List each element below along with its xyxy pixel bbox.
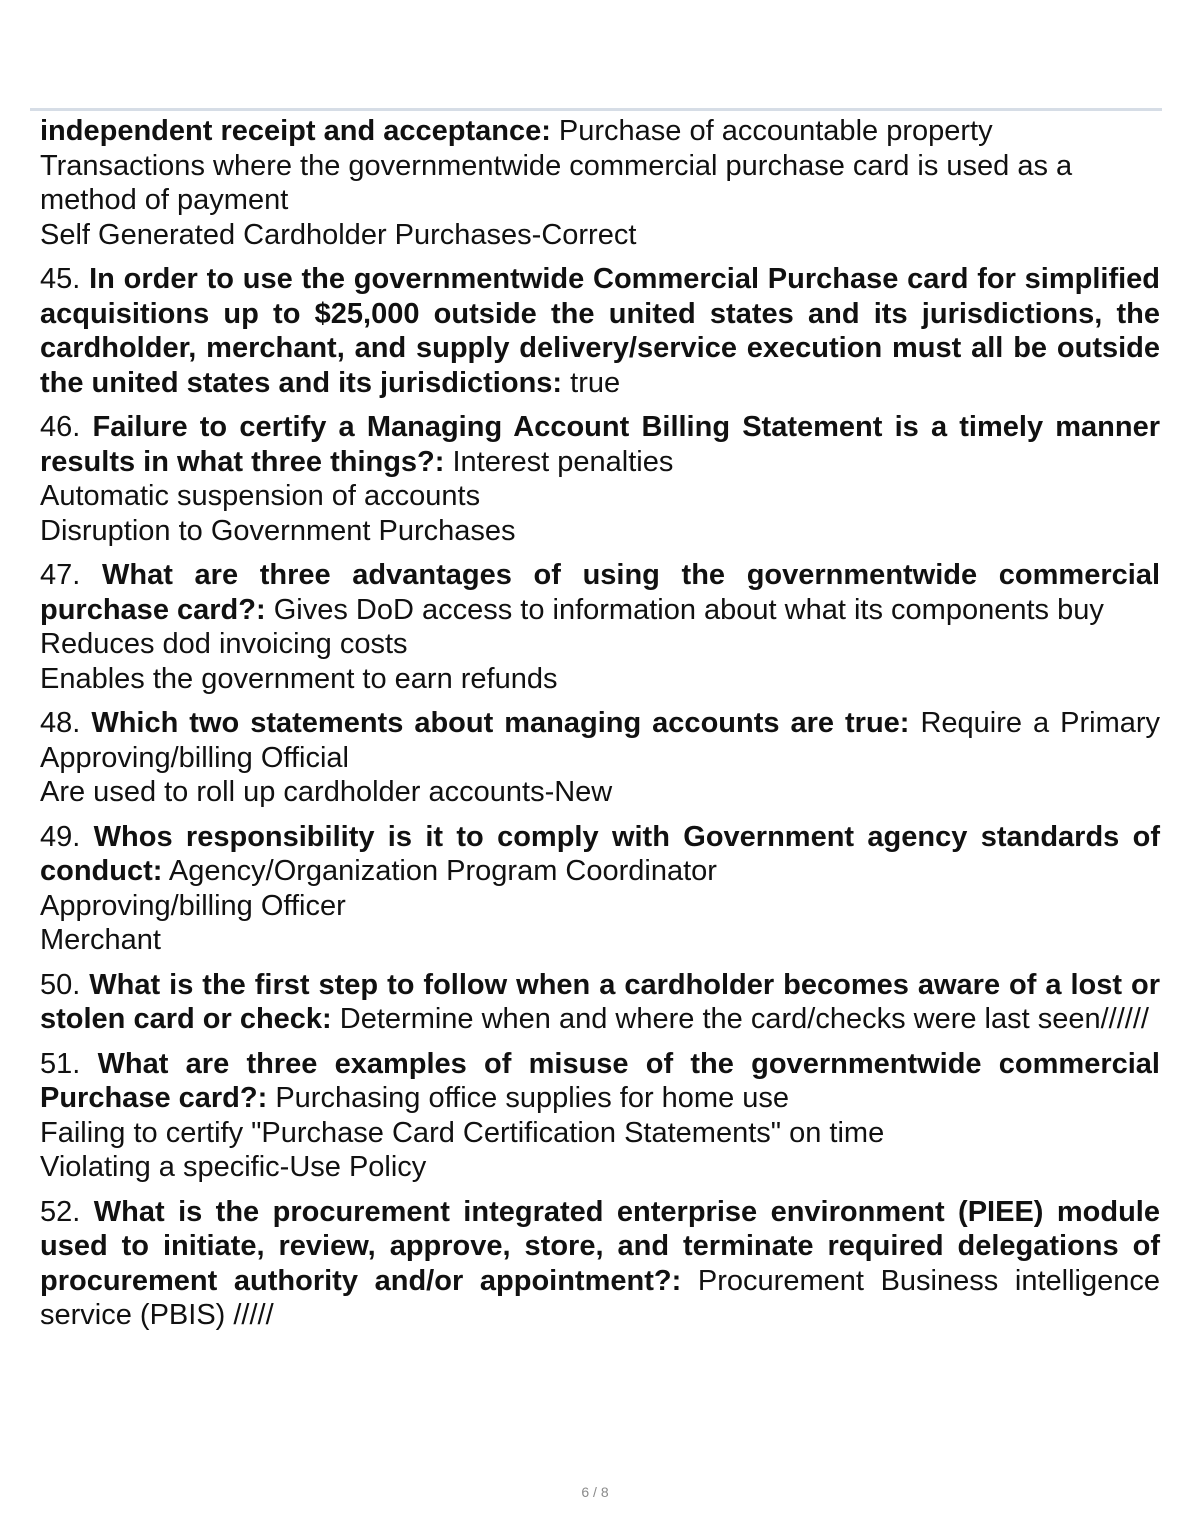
question-number: 49.: [40, 820, 81, 853]
question-text: What is the first step to follow when a cardholder becomes aware of a lost or stolen card or check:: [40, 968, 1160, 1035]
answer-line: true: [570, 366, 621, 399]
answer-line: Are used to roll up cardholder accounts-New: [40, 776, 613, 808]
answer-line: Failing to certify "Purchase Card Certification Statements" on time: [40, 1116, 885, 1149]
answer-line: Purchase of accountable property: [558, 115, 993, 147]
qa-entry-continued: [40, 114, 1160, 252]
qa-entry-52: [40, 1195, 1160, 1333]
answer-line: Violating a specific-Use Policy: [40, 1151, 427, 1183]
question-number: 47.: [40, 559, 81, 591]
answer-line: Require a Primary Approving/billing Official: [40, 707, 1161, 774]
document-body: [40, 114, 1160, 1343]
answer-line: Purchasing office supplies for home use: [275, 1082, 790, 1114]
question-number: 45.: [40, 263, 81, 295]
qa-entry-46: [40, 410, 1160, 548]
answer-line: Reduces dod invoicing costs: [40, 628, 408, 660]
answer-line: Automatic suspension of accounts: [40, 480, 481, 512]
question-text: Which two statements about managing accounts are true:: [91, 707, 910, 739]
answer-line: Enables the government to earn refunds: [40, 662, 558, 695]
question-text: What are three examples of misuse of the governmentwide commercial Purchase card?:: [40, 1047, 1160, 1114]
answer-line: Agency/Organization Program Coordinator: [168, 855, 717, 887]
question-text: What is the procurement integrated enterprise environment (PIEE) module used to initiate, review, approve, store, and terminate required delegations of procurement authority and/or appointment?:: [40, 1195, 1160, 1297]
question-text: In order to use the governmentwide Commercial Purchase card for simplified acquisitions up to $25,000 outside the united states and its jurisdictions, the cardholder, merchant, and supply delivery/service execution must all be outside the united states and its jurisdictions:: [40, 263, 1160, 399]
answer-line: Interest penalties: [452, 445, 674, 478]
answer-line: Determine when and where the card/checks were last seen//////: [339, 1003, 1149, 1035]
answer-line: Procurement Business intelligence service (PBIS) /////: [40, 1264, 1160, 1331]
top-divider: [30, 108, 1162, 111]
qa-entry-50: [40, 968, 1160, 1037]
answer-line: Disruption to Government Purchases: [40, 514, 516, 547]
question-number: 50.: [40, 968, 81, 1001]
qa-entry-51: [40, 1047, 1160, 1185]
question-text: independent receipt and acceptance:: [40, 115, 551, 147]
answer-line: Merchant: [40, 924, 161, 956]
question-number: 52.: [40, 1195, 81, 1228]
answer-line: Approving/billing Officer: [40, 889, 346, 922]
page-number: 6 / 8: [581, 1484, 609, 1500]
qa-entry-49: [40, 820, 1160, 958]
qa-entry-47: [40, 558, 1160, 696]
question-number: 48.: [40, 707, 81, 739]
qa-entry-48: [40, 706, 1160, 810]
question-text: Whos responsibility is it to comply with Government agency standards of conduct:: [40, 820, 1160, 887]
question-text: What are three advantages of using the governmentwide commercial purchase card?:: [40, 559, 1161, 626]
question-number: 46.: [40, 411, 81, 443]
answer-line: Self Generated Cardholder Purchases-Correct: [40, 218, 637, 251]
answer-line: Transactions where the governmentwide commercial purchase card is used as a method of payment: [40, 149, 1073, 216]
qa-entry-45: [40, 262, 1160, 400]
question-text: Failure to certify a Managing Account Billing Statement is a timely manner results in what three things?:: [40, 411, 1160, 478]
question-number: 51.: [40, 1047, 81, 1080]
answer-line: Gives DoD access to information about what its components buy: [273, 593, 1104, 626]
